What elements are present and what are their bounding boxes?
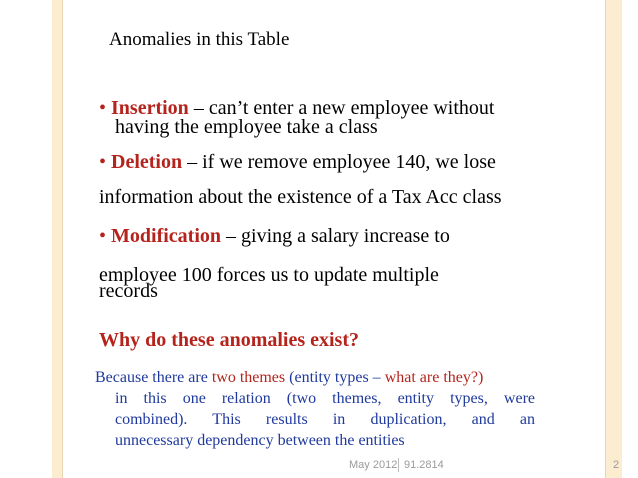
bullet-marker: • bbox=[99, 225, 107, 247]
bullet-text-insertion: – can’t enter a new employee without bbox=[188, 97, 495, 119]
right-frame-band bbox=[606, 0, 622, 478]
left-frame-band bbox=[52, 0, 62, 478]
bullet-insertion-continuation: having the employee take a class bbox=[115, 116, 378, 138]
bullet-text-modification: – giving a salary increase to bbox=[221, 225, 450, 247]
bullet-deletion bbox=[99, 151, 496, 174]
footer-page-number: 2 bbox=[613, 459, 620, 471]
bullet-term-modification: Modification bbox=[111, 225, 222, 247]
explanation-highlight-themes: two themes bbox=[211, 369, 286, 386]
bullet-modification-continuation-1: employee 100 forces us to update multiple bbox=[99, 264, 439, 286]
section-question: Why do these anomalies exist? bbox=[99, 329, 359, 351]
left-frame-line bbox=[62, 0, 63, 478]
explanation-text: (entity types – bbox=[285, 369, 385, 386]
bullet-modification bbox=[99, 225, 450, 248]
bullet-term-deletion: Deletion bbox=[111, 151, 183, 173]
bullet-marker: • bbox=[99, 151, 107, 173]
footer-separator bbox=[398, 458, 399, 472]
bullet-marker: • bbox=[99, 97, 107, 119]
footer-course: 91.2814 bbox=[404, 459, 444, 471]
explanation-text: Because there are bbox=[95, 369, 212, 386]
bullet-text-deletion: – if we remove employee 140, we lose bbox=[182, 151, 496, 173]
bullet-modification-continuation-2: records bbox=[99, 280, 158, 302]
slide-title: Anomalies in this Table bbox=[109, 29, 290, 50]
explanation-line-2: in this one relation (two themes, entity types, were bbox=[115, 390, 535, 407]
bullet-deletion-continuation: information about the existence of a Tax Acc class bbox=[99, 186, 502, 208]
footer-date: May 2012 bbox=[349, 459, 398, 471]
explanation-line-4: unnecessary dependency between the entities bbox=[115, 432, 405, 449]
explanation-line-3: combined). This results in duplication, and an bbox=[115, 411, 535, 428]
explanation-highlight-question: what are they?) bbox=[384, 369, 484, 386]
right-frame-line bbox=[605, 0, 606, 478]
explanation-line-1 bbox=[95, 367, 483, 388]
bullet-term-insertion: Insertion bbox=[111, 97, 189, 119]
